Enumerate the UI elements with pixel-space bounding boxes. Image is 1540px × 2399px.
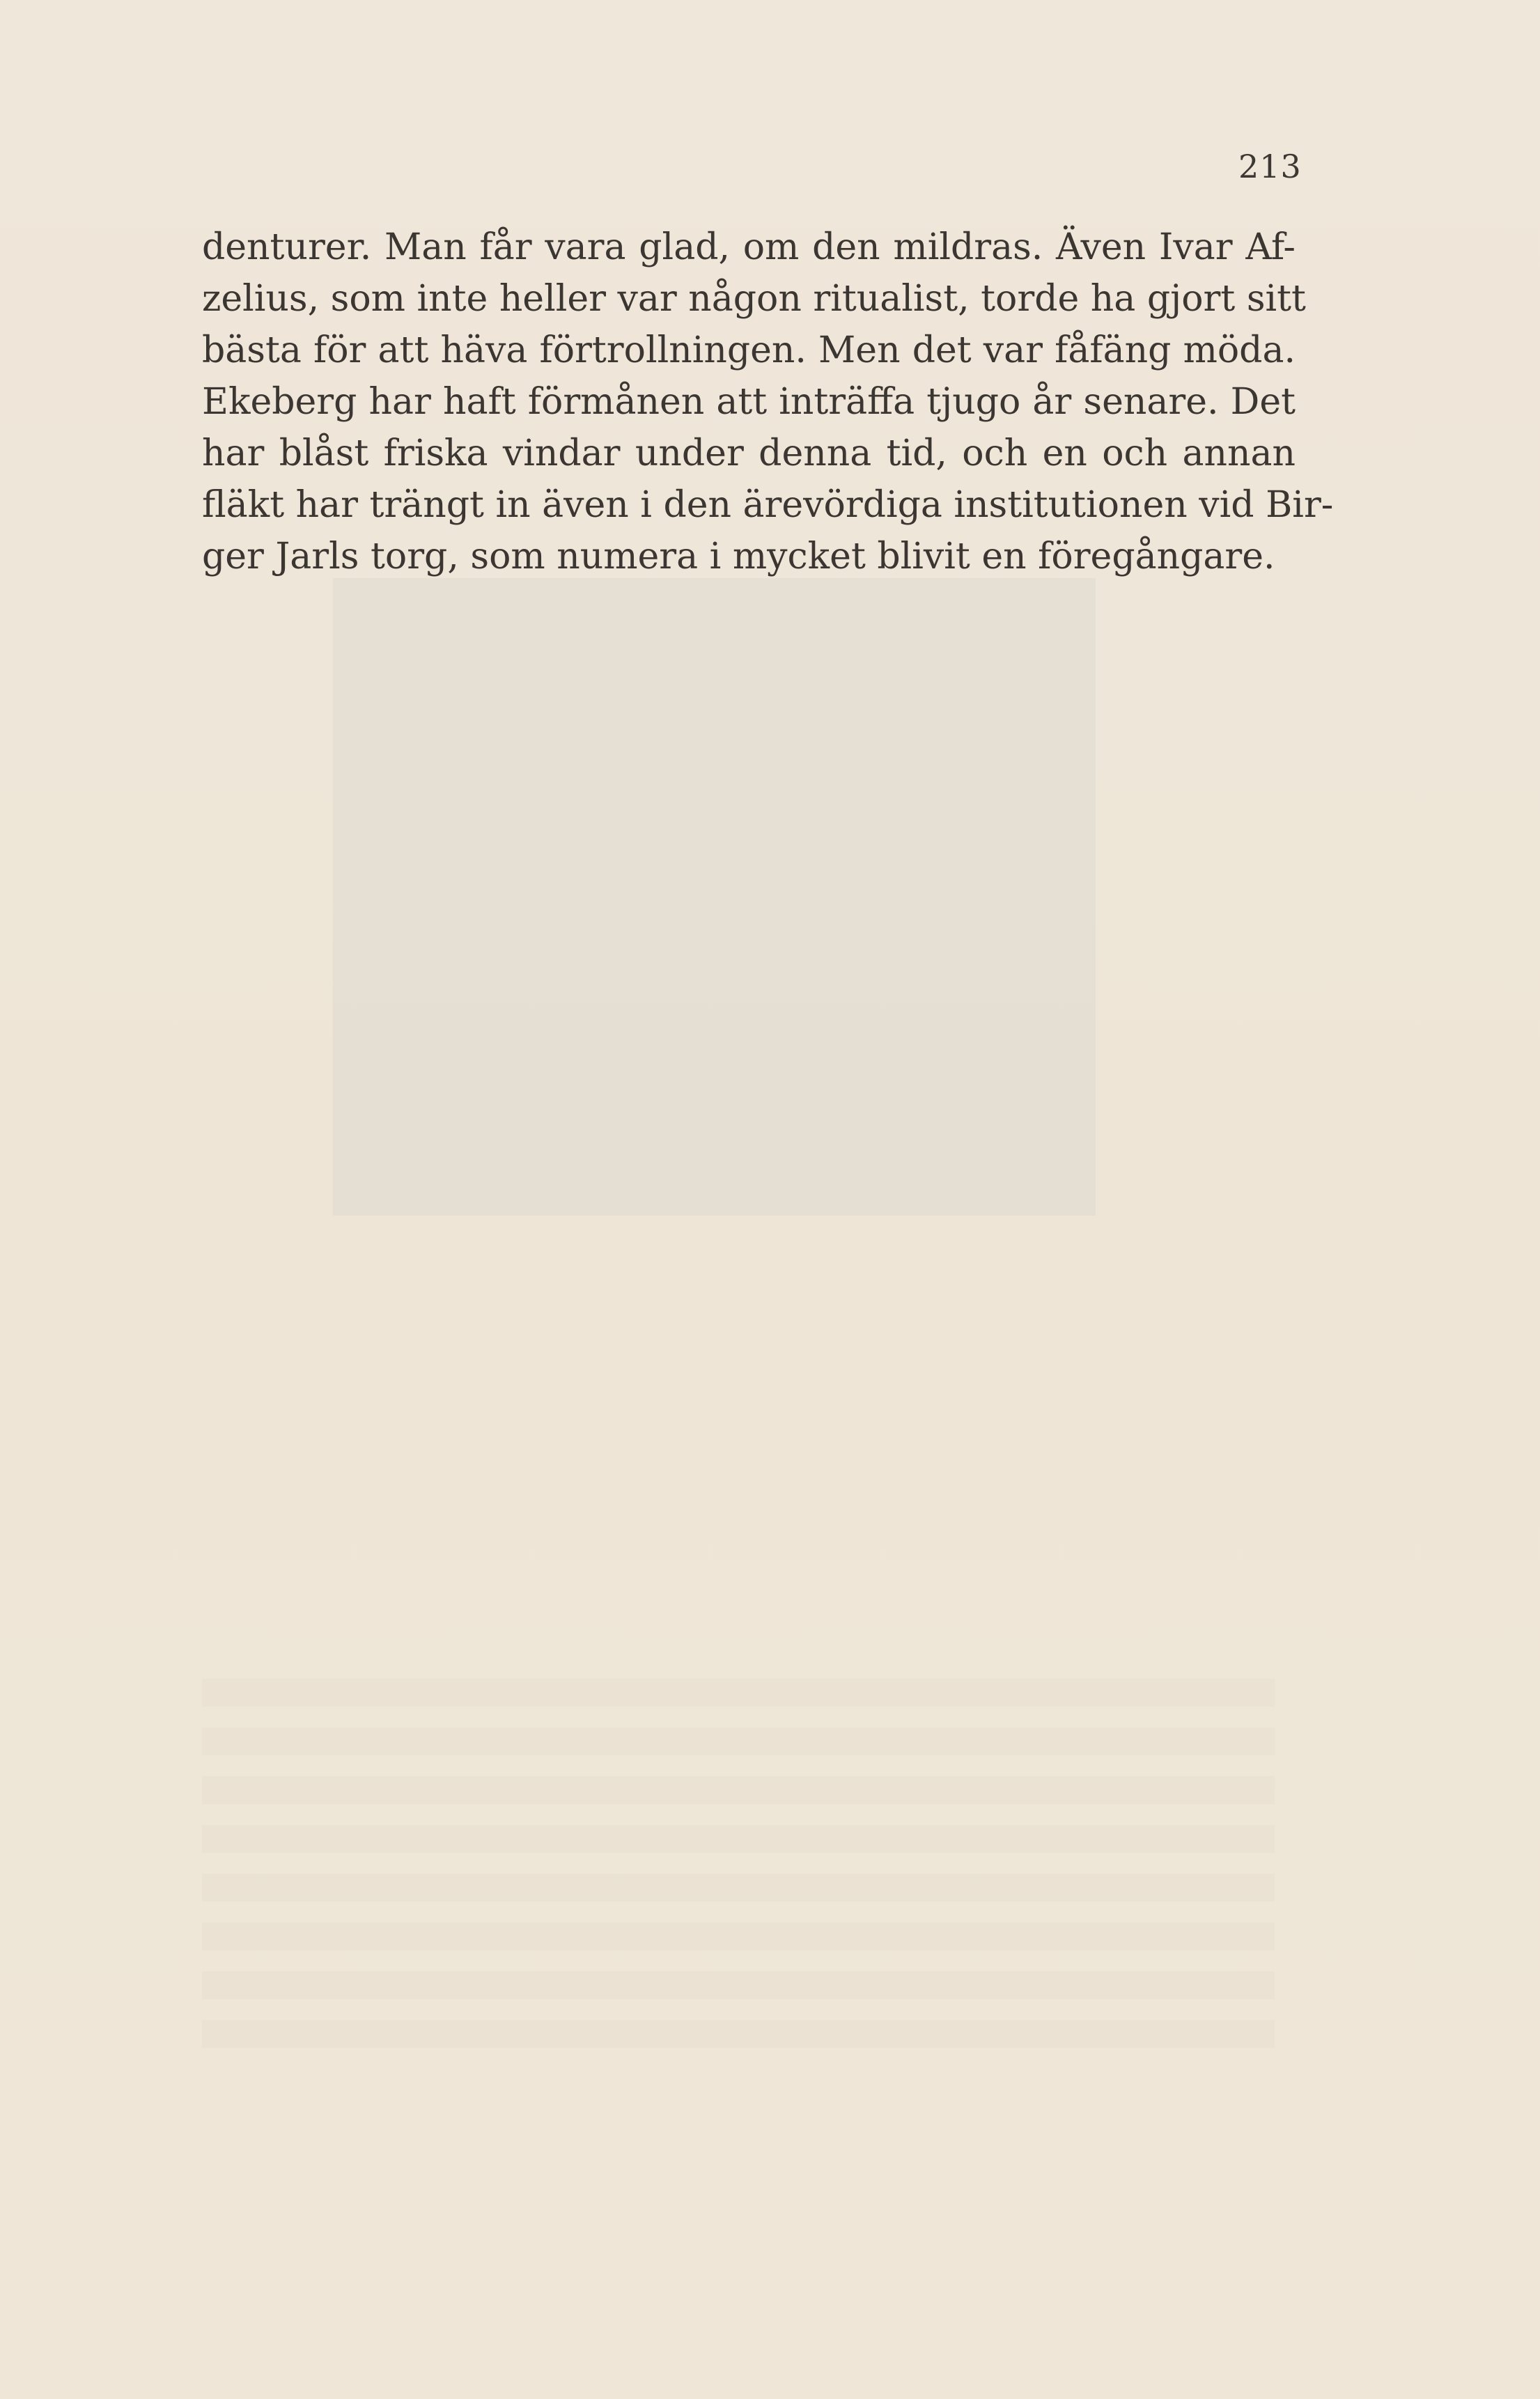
- show-through-plate: [333, 578, 1096, 1216]
- text-line: har blåst friska vindar under denna tid, och en och annan: [202, 433, 1296, 474]
- text-line: ger Jarls torg, som numera i mycket blivit en föregångare.: [202, 536, 1275, 577]
- text-line: denturer. Man får vara glad, om den mildras. Även Ivar Af-: [202, 226, 1296, 268]
- body-paragraph: [202, 222, 1334, 582]
- page-number: 213: [1238, 148, 1302, 185]
- text-line: fläkt har trängt in även i den ärevördiga institutionen vid Bir-: [202, 484, 1334, 526]
- text-line: zelius, som inte heller var någon ritualist, torde ha gjort sitt: [202, 278, 1306, 320]
- show-through-text: [202, 1658, 1275, 2048]
- text-line: bästa för att häva förtrollningen. Men det var fåfäng möda.: [202, 329, 1296, 371]
- text-line: Ekeberg har haft förmånen att inträffa tjugo år senare. Det: [202, 381, 1296, 423]
